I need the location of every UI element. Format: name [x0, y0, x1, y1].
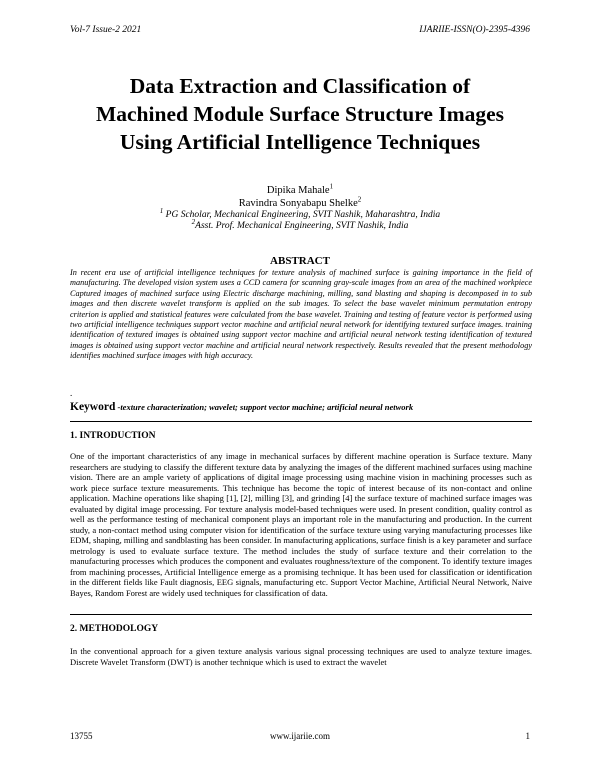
abstract-heading: ABSTRACT	[270, 255, 330, 267]
journal-volume: Vol-7 Issue-2 2021	[70, 25, 142, 35]
title-line-1: Data Extraction and Classification of	[129, 74, 471, 98]
divider	[70, 614, 532, 615]
affiliation-1: $^1$ PG Scholar, Mechanical Engineering, SVIT Nashik, Maharashtra, India	[159, 206, 441, 220]
author-block	[0, 184, 600, 232]
keywords	[70, 401, 413, 413]
author-1: Dipika Mahale$^1$	[266, 182, 334, 196]
title-line-3: Using Artificial Intelligence Techniques	[119, 130, 481, 154]
abstract-end-dot: .	[70, 388, 73, 398]
journal-issn: IJARIIE-ISSN(O)-2395-4396	[419, 25, 530, 35]
page-number: 1	[525, 731, 530, 741]
keywords-text: -texture characterization; wavelet; support vector machine; artificial neural network	[115, 402, 414, 412]
abstract-text: In recent era use of artificial intelligence techniques for texture analysis of machined surface is gaining importance in the field of manufacturing. The developed vision system uses a CCD camera for scanning gray-scale images from an area of the machined workpiece Captured images of machined surface using Electric discharge machining, milling, sand blasting and shaping is decomposed in to sub images and then discrete wavelet transform is applied on the sub images. To select the base wavelet minimum permutation entropy criterion is applied and statistical features were calculated from the base wavelet. Training and testing of feature vector is performed using two artificial intelligence techniques support vector machine and artificial neural network for identifying textured surface images. training identification of textured images is obtained using support vector machine and artificial neural network testing identification of textured images is obtained using support vector machine and artificial neural network respectively. Results revealed that the present methodology identifies machined surface images with high accuracy.	[70, 268, 532, 361]
section-heading-methodology: 2. METHODOLOGY	[70, 624, 159, 634]
affiliation-2: $^2$Asst. Prof. Mechanical Engineering, SVIT Nashik, India	[191, 217, 409, 231]
keywords-label: Keyword	[70, 401, 116, 413]
title-line-2: Machined Module Surface Structure Images	[95, 102, 505, 126]
page-id: 13755	[70, 731, 93, 741]
section-heading-introduction: 1. INTRODUCTION	[70, 431, 156, 441]
author-2: Ravindra Sonyabapu Shelke$^2$	[238, 195, 362, 209]
introduction-text: One of the important characteristics of any image in mechanical surfaces by different machine operation is Surface texture. Many researchers are studying to classify the different texture data by analyzing the images of the different machined surfaces using machine vision. There are an ample variety of applications of digital image processing using machine vision in machining processes such as work piece surface texture measurements. This technique has become the topic of interest because of its non-contact and online application. Machine operations like shaping [1], [2], milling [3], and grinding [4] the surface texture of machined surface images was evaluated by digital image processing. For texture analysis model-based techniques were used. In present condition, quality control as well as the performance testing of mechanical component plays an important role in the manufacturing and production. In the current study, a non-contact method using computer vision for identification of the surface texture using varying manufacturing processes like EDM, shaping, milling and sandblasting has been consider. In manufacturing applications, surface finish is a key parameter and surface metrology is used to evaluate surface texture. The method includes the study of surface texture and their correlation to the manufacturing processes which produces the component and evaluates roughness/texture of the component. To identify texture images from machining processes, Artificial Intelligence emerge as a promising technique. It has been used for classification or identification in the different fields like Fault diagnosis, EEG signals, manufacturing etc. Support Vector Machine, Artificial Neural Network, Naive Bayes, Random Forest are widely used techniques for classification of data.	[70, 451, 532, 598]
methodology-text: In the conventional approach for a given texture analysis various signal processing techniques are used to analyze texture images. Discrete Wavelet Transform (DWT) is another technique which is used to extract the wavelet	[70, 646, 532, 667]
paper-title	[60, 72, 540, 156]
divider	[70, 421, 532, 422]
journal-website: www.ijariie.com	[270, 731, 330, 741]
